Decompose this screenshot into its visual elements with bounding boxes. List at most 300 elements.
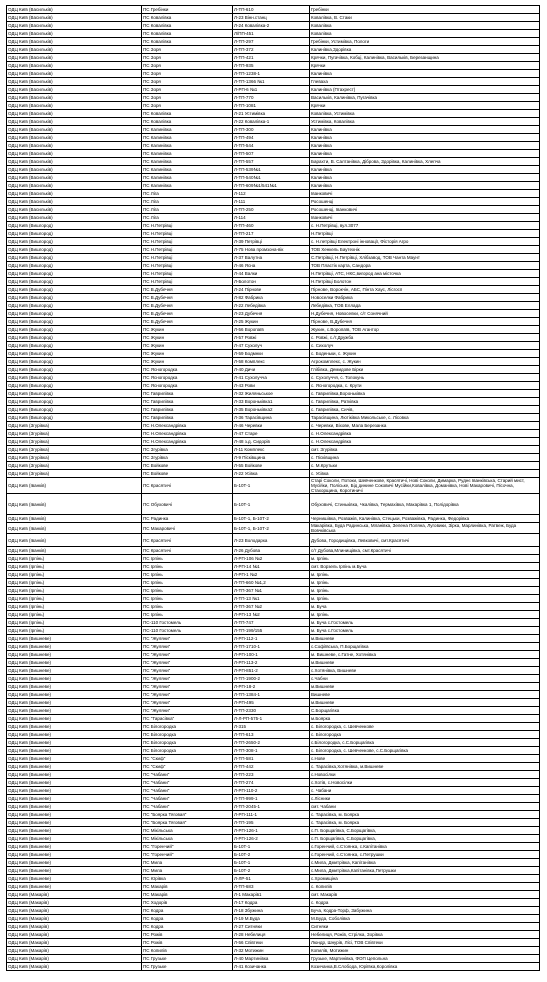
cell-district: ОДЦ Київ (Вишневе): [7, 819, 142, 827]
cell-district: ОДЦ Київ (Вишгород): [7, 398, 142, 406]
cell-substation: ПС Кодра: [142, 923, 233, 931]
cell-district: ОДЦ Київ (Вишневе): [7, 747, 142, 755]
cell-district: ОДЦ Київ (Згурівка): [7, 422, 142, 430]
cell-line: Б-10Т-2: [233, 851, 310, 859]
cell-line: Л-1 Макарів1: [233, 891, 310, 899]
cell-line: Л-РП-14 №1: [233, 563, 310, 571]
cell-line: Л-ТП-610: [233, 6, 310, 14]
cell-line: Л-ТП-581: [233, 755, 310, 763]
table-row: [7, 691, 540, 699]
cell-district: ОДЦ Київ (Макарів): [7, 963, 142, 971]
cell-settlements: Росошенці, Іванковичі: [310, 206, 540, 214]
cell-district: ОДЦ Київ (Васильків): [7, 6, 142, 14]
cell-substation: ПС Рожів: [142, 939, 233, 947]
table-row: [7, 54, 540, 62]
cell-line: Л-ТП-999-1: [233, 795, 310, 803]
cell-line: Л-55 Войкове: [233, 462, 310, 470]
cell-district: ОДЦ Київ (Вишгород): [7, 270, 142, 278]
table-row: [7, 214, 540, 222]
cell-substation: ПС Кодра: [142, 907, 233, 915]
cell-district: ОДЦ Київ (Вишгород): [7, 358, 142, 366]
cell-substation: ПС Ірпінь: [142, 555, 233, 563]
cell-line: Л-41 Козичанка: [233, 963, 310, 971]
cell-substation: ПС Макаровичі: [142, 523, 233, 534]
cell-line: Л-Болотон: [233, 278, 310, 286]
cell-settlements: Дубова, Городищівка, Левковичі, смт.Красятичі: [310, 534, 540, 547]
table-row: [7, 534, 540, 547]
table-row: [7, 803, 540, 811]
cell-settlements: с.Хотів, с.Новосілки: [310, 779, 540, 787]
outage-table: [6, 5, 540, 971]
cell-line: Л-23 Дубечня: [233, 310, 310, 318]
table-row: [7, 579, 540, 587]
cell-settlements: Іванковичі: [310, 214, 540, 222]
cell-line: Л-37 Валутна: [233, 254, 310, 262]
cell-district: ОДЦ Київ (Вишневе): [7, 635, 142, 643]
cell-settlements: с.Новосілки: [310, 771, 540, 779]
cell-substation: ПС Копилів: [142, 947, 233, 955]
cell-settlements: С.Петрівці, Н.Петрівці, Хлібзавод, ТОВ Чанта Маунт: [310, 254, 540, 262]
cell-line: Л-23 Вінн.станц: [233, 14, 310, 22]
cell-substation: ПС Грузьке: [142, 955, 233, 963]
cell-substation: ПС "Чабани": [142, 771, 233, 779]
cell-substation: ПС Гаврилівка: [142, 398, 233, 406]
cell-settlements: Барахти, В. Салтанівка, Діброва, Здорівка, Калинівка, Хлепча: [310, 158, 540, 166]
cell-district: ОДЦ Київ (Вишневе): [7, 867, 142, 875]
table-row: [7, 230, 540, 238]
cell-settlements: м. Буча: [310, 603, 540, 611]
cell-settlements: с.Мила, Дмитрівка, Капітанівка: [310, 859, 540, 867]
table-row: [7, 406, 540, 414]
cell-substation: ПС "Горенчий": [142, 851, 233, 859]
cell-line: Л-ТП-660 №1,2: [233, 579, 310, 587]
table-row: [7, 158, 540, 166]
cell-district: ОДЦ Київ (Вишгород): [7, 350, 142, 358]
cell-substation: ПС "Жуляни": [142, 683, 233, 691]
cell-settlements: с. Сихолуч: [310, 342, 540, 350]
cell-substation: ПС "Жуляни": [142, 675, 233, 683]
table-row: [7, 38, 540, 46]
cell-substation: ПС Мікільська: [142, 835, 233, 843]
cell-line: Л-ТП-442: [233, 763, 310, 771]
cell-district: ОДЦ Київ (Вишгород): [7, 262, 142, 270]
cell-settlements: Глевахa: [310, 78, 540, 86]
cell-settlements: Н.Петрівці: [310, 230, 540, 238]
cell-settlements: с. Гаврилівка,Вороньківка: [310, 390, 540, 398]
table-row: [7, 859, 540, 867]
table-row: [7, 478, 540, 494]
cell-line: Л-ТП-1384-1: [233, 691, 310, 699]
cell-line: Л-40 Дичи: [233, 366, 310, 374]
table-row: [7, 563, 540, 571]
cell-district: ОДЦ Київ (Іванків): [7, 523, 142, 534]
cell-line: Л-ТП-367 №2: [233, 603, 310, 611]
cell-settlements: Калинівка: [310, 166, 540, 174]
cell-settlements: Калинівка: [310, 150, 540, 158]
cell-district: ОДЦ Київ (Вишневе): [7, 803, 142, 811]
cell-settlements: Ковалівка, В. Стаки: [310, 14, 540, 22]
cell-district: ОДЦ Київ (Макарів): [7, 907, 142, 915]
cell-district: ОДЦ Київ (Згурівка): [7, 462, 142, 470]
table-row: [7, 70, 540, 78]
cell-line: Л-46 Ясна: [233, 262, 310, 270]
cell-settlements: Тарасівщина, Лютіківка Микольське, с. Лісовка: [310, 414, 540, 422]
cell-settlements: Крячки: [310, 62, 540, 70]
table-row: [7, 278, 540, 286]
cell-line: Л-РП-126-2: [233, 835, 310, 843]
table-row: [7, 627, 540, 635]
table-row: [7, 102, 540, 110]
cell-line: Л-32 Жиляньськое: [233, 390, 310, 398]
table-row: [7, 470, 540, 478]
cell-line: Л-ТП-613: [233, 731, 310, 739]
table-row: [7, 326, 540, 334]
cell-line: Л-ТП-223: [233, 771, 310, 779]
cell-substation: ПС-110 Гостомель: [142, 627, 233, 635]
cell-substation: ПС Ясногородка: [142, 366, 233, 374]
cell-line: Л-ТП-308-1: [233, 747, 310, 755]
cell-district: ОДЦ Київ (Вишгород): [7, 406, 142, 414]
cell-line: Л-ТП-609№1/541№1: [233, 182, 310, 190]
cell-line: Л-ТП-1900-2: [233, 675, 310, 683]
cell-line: Б-10Т-1: [233, 843, 310, 851]
cell-settlements: Новоселки Фабрика: [310, 294, 540, 302]
cell-substation: ПС Білогородка: [142, 739, 233, 747]
cell-settlements: Калинівка: [310, 174, 540, 182]
cell-line: Л-44 Валки: [233, 270, 310, 278]
table-row: [7, 150, 540, 158]
cell-line: Л-ТП-544: [233, 142, 310, 150]
cell-line: Л-315: [233, 723, 310, 731]
cell-line: Л-82 Фабрика: [233, 294, 310, 302]
cell-district: ОДЦ Київ (Васильків): [7, 214, 142, 222]
cell-settlements: Ковалівка: [310, 22, 540, 30]
cell-district: ОДЦ Київ (Макарів): [7, 923, 142, 931]
cell-district: ОДЦ Київ (Макарів): [7, 899, 142, 907]
cell-settlements: с. Н.Олександрівка: [310, 438, 540, 446]
cell-settlements: с. Тарасівка, м. Боярка: [310, 819, 540, 827]
table-row: [7, 883, 540, 891]
cell-district: ОДЦ Київ (Вишневе): [7, 755, 142, 763]
cell-line: Л-23 Володарка: [233, 534, 310, 547]
table-row: [7, 126, 540, 134]
cell-district: ОДЦ Київ (Ірпінь): [7, 595, 142, 603]
table-row: [7, 515, 540, 523]
table-row: [7, 14, 540, 22]
cell-substation: ПС Гребінки: [142, 6, 233, 14]
cell-substation: ПС Грузьке: [142, 963, 233, 971]
table-row: [7, 206, 540, 214]
cell-settlements: с. Кодра: [310, 899, 540, 907]
cell-substation: ПС "Жуляни": [142, 635, 233, 643]
cell-settlements: с.Хотянівка, Вишневе: [310, 667, 540, 675]
table-row: [7, 110, 540, 118]
cell-settlements: с.Горенчий, с.Стоянка, с.Капітанівка: [310, 843, 540, 851]
cell-line: Л-22 Усівка: [233, 470, 310, 478]
cell-settlements: Н.Дубечня, Новоселки, с/т Сонячний: [310, 310, 540, 318]
cell-settlements: С.Борщагівка: [310, 707, 540, 715]
cell-substation: ПС В.Дубечня: [142, 318, 233, 326]
table-row: [7, 22, 540, 30]
cell-district: ОДЦ Київ (Іванків): [7, 547, 142, 555]
cell-settlements: Ковалівка, Устимівка: [310, 110, 540, 118]
table-row: [7, 302, 540, 310]
cell-settlements: с.Горенчий, с.Стоянка, с.Петрушки: [310, 851, 540, 859]
cell-settlements: м.Вишневе: [310, 699, 540, 707]
cell-settlements: смт. Згурівка: [310, 446, 540, 454]
table-row: [7, 78, 540, 86]
cell-substation: ПС Зоря: [142, 102, 233, 110]
cell-settlements: м. Ірпінь: [310, 571, 540, 579]
cell-line: Л-ТП-250: [233, 206, 310, 214]
table-row: [7, 931, 540, 939]
cell-district: ОДЦ Київ (Вишневе): [7, 667, 142, 675]
cell-line: Л-ТП-1081: [233, 102, 310, 110]
cell-district: ОДЦ Київ (Згурівка): [7, 470, 142, 478]
cell-settlements: с. Білогородка, с. Шевченкове, с.С.Борщагівка: [310, 747, 540, 755]
table-row: [7, 438, 540, 446]
cell-line: Л-РП-851-2: [233, 667, 310, 675]
cell-district: ОДЦ Київ (Ірпінь): [7, 579, 142, 587]
cell-line: Б-10Т-1: [233, 478, 310, 494]
cell-settlements: Калинівка: [310, 142, 540, 150]
cell-line: Л-РП-106 №2: [233, 555, 310, 563]
cell-settlements: Вишневе: [310, 691, 540, 699]
cell-line: Л-19 М.Буда: [233, 915, 310, 923]
cell-line: Л-РП-126-1: [233, 827, 310, 835]
cell-substation: ПС Калинівка: [142, 126, 233, 134]
cell-district: ОДЦ Київ (Васильків): [7, 182, 142, 190]
cell-substation: ПС "Боярка Тяговая": [142, 811, 233, 819]
cell-line: Л-41 Сухолучча: [233, 374, 310, 382]
cell-district: ОДЦ Київ (Васильків): [7, 206, 142, 214]
table-row: [7, 30, 540, 38]
cell-line: Л-ТП-2045-1: [233, 803, 310, 811]
cell-line: Л-35 Вороньківка2: [233, 406, 310, 414]
cell-line: Л-21 Устимівка: [233, 110, 310, 118]
table-row: [7, 587, 540, 595]
table-row: [7, 683, 540, 691]
cell-district: ОДЦ Київ (Васильків): [7, 126, 142, 134]
cell-district: ОДЦ Київ (Ірпінь): [7, 555, 142, 563]
table-row: [7, 739, 540, 747]
cell-settlements: Старі Соколи, Потоки, Шевченкове, Красятичі, Нові Соколи, Димарка, Руднє Іванківська, Старий мист, Мусійки, Поліське, Бід динине Соковичі Мусійки,Ковалівка, Доманівка, Нові Макаровичі, Пісочна, Стахорщина, Коротиничі: [310, 478, 540, 494]
cell-district: ОДЦ Київ (Вишневе): [7, 811, 142, 819]
cell-line: Б-10Т-1: [233, 859, 310, 867]
table-row: [7, 198, 540, 206]
cell-settlements: с. Боденьки, с. Жукин: [310, 350, 540, 358]
cell-settlements: м. Буча с.Гостомель: [310, 627, 540, 635]
cell-settlements: с. Білогородка, с. Шевченкове: [310, 723, 540, 731]
cell-district: ОДЦ Київ (Васильків): [7, 134, 142, 142]
cell-district: ОДЦ Київ (Вишневе): [7, 659, 142, 667]
cell-substation: ПС "Чабани": [142, 803, 233, 811]
cell-line: Л-56 Воропаїв: [233, 326, 310, 334]
cell-line: Л-9 Пісківщина: [233, 454, 310, 462]
cell-district: ОДЦ Київ (Васильків): [7, 22, 142, 30]
cell-district: ОДЦ Київ (Вишневе): [7, 763, 142, 771]
cell-substation: ПС Красятичі: [142, 547, 233, 555]
cell-substation: ПС Ковалівка: [142, 118, 233, 126]
cell-substation: ПС В.Дубечня: [142, 302, 233, 310]
cell-district: ОДЦ Київ (Вишневе): [7, 771, 142, 779]
cell-district: ОДЦ Київ (Згурівка): [7, 430, 142, 438]
cell-substation: ПС Ірпінь: [142, 595, 233, 603]
table-row: [7, 843, 540, 851]
cell-settlements: с. Гаврилівка, Сичів,: [310, 406, 540, 414]
cell-settlements: Крячки, Пугачівка, Кобці, Калинівка, Васильків, Березанщина: [310, 54, 540, 62]
cell-district: ОДЦ Київ (Вишневе): [7, 739, 142, 747]
cell-settlements: ТОВ Хенкель Баутехнік: [310, 246, 540, 254]
cell-settlements: Росошенці: [310, 198, 540, 206]
cell-settlements: ТОВ Пластік карта, Сандора: [310, 262, 540, 270]
cell-settlements: смт. Ворзель Ірпінь м.Буча: [310, 563, 540, 571]
cell-line: Л-112: [233, 190, 310, 198]
cell-district: ОДЦ Київ (Ірпінь): [7, 563, 142, 571]
cell-settlements: Калинівка (Птахрест): [310, 86, 540, 94]
table-row: [7, 795, 540, 803]
cell-settlements: Грузьке, Мартинівка, ФОП Цепольна: [310, 955, 540, 963]
cell-substation: ПС Ірпінь: [142, 587, 233, 595]
cell-settlements: м. Вишневе, с.Гатне, Хотянівка: [310, 651, 540, 659]
cell-district: ОДЦ Київ (Васильків): [7, 30, 142, 38]
cell-settlements: Агрокомплекс, с. Жукин: [310, 358, 540, 366]
cell-line: Л-75 Нова промзона-вік: [233, 246, 310, 254]
table-row: [7, 915, 540, 923]
cell-district: ОДЦ Київ (Вишгород): [7, 326, 142, 334]
cell-substation: ПС Обуховичі: [142, 494, 233, 515]
cell-substation: ПС В.Дубечня: [142, 310, 233, 318]
cell-substation: ПС Згурівка: [142, 446, 233, 454]
cell-line: Л-РП-100-1: [233, 651, 310, 659]
cell-substation: ПС Зоря: [142, 46, 233, 54]
cell-settlements: с. Чабани: [310, 787, 540, 795]
cell-line: Л-36 Тарасівщина: [233, 414, 310, 422]
cell-settlements: Пірнове, В.Дубечня: [310, 318, 540, 326]
cell-settlements: Калинівка: [310, 182, 540, 190]
cell-substation: ПС Калинівка: [142, 142, 233, 150]
table-row: [7, 779, 540, 787]
table-row: [7, 6, 540, 14]
cell-district: ОДЦ Київ (Вишневе): [7, 731, 142, 739]
cell-settlements: смт. Чабани: [310, 803, 540, 811]
cell-substation: ПС "Жуляни": [142, 691, 233, 699]
cell-line: Л-ТП-300: [233, 126, 310, 134]
cell-substation: ПС Н.Олександрівка: [142, 422, 233, 430]
cell-district: ОДЦ Київ (Вишневе): [7, 795, 142, 803]
cell-substation: ПС "Жуляни": [142, 707, 233, 715]
table-row: [7, 374, 540, 382]
cell-district: ОДЦ Київ (Вишневе): [7, 875, 142, 883]
cell-line: Л-ТП-2650-2: [233, 739, 310, 747]
table-row: [7, 262, 540, 270]
cell-district: ОДЦ Київ (Ірпінь): [7, 619, 142, 627]
cell-line: Л-РП-111-1: [233, 811, 310, 819]
cell-substation: ПС Жукин: [142, 342, 233, 350]
cell-substation: ПС Н.Петрівці: [142, 278, 233, 286]
cell-substation: ПС Макарів: [142, 883, 233, 891]
cell-district: ОДЦ Київ (Згурівка): [7, 438, 142, 446]
table-row: [7, 174, 540, 182]
cell-substation: ПС Н.Петрівці: [142, 238, 233, 246]
cell-substation: ПС Н.Петрівці: [142, 254, 233, 262]
table-row: [7, 555, 540, 563]
table-row: [7, 366, 540, 374]
cell-district: ОДЦ Київ (Вишгород): [7, 222, 142, 230]
cell-substation: ПС Калинівка: [142, 174, 233, 182]
cell-line: Л-ТП-539№1: [233, 166, 310, 174]
cell-settlements: Лебедівка, ТОВ Еллада: [310, 302, 540, 310]
cell-line: Л-РП-113-2: [233, 659, 310, 667]
cell-district: ОДЦ Київ (Васильків): [7, 150, 142, 158]
cell-settlements: с.Лісники: [310, 795, 540, 803]
cell-substation: ПС Згурівка: [142, 454, 233, 462]
cell-settlements: М.Буда, Соболівка: [310, 915, 540, 923]
table-row: [7, 643, 540, 651]
table-row: [7, 851, 540, 859]
cell-district: ОДЦ Київ (Вишгород): [7, 366, 142, 374]
cell-substation: ПС Ясногородка: [142, 382, 233, 390]
cell-substation: ПС Ковалівка: [142, 110, 233, 118]
cell-line: Л-11 Комплекс: [233, 446, 310, 454]
cell-substation: ПС "Жуляни": [142, 643, 233, 651]
cell-substation: ПС "Боярка Тяговая": [142, 819, 233, 827]
table-row: [7, 494, 540, 515]
cell-substation: ПС Гаврилівка: [142, 390, 233, 398]
cell-district: ОДЦ Київ (Іванків): [7, 494, 142, 515]
cell-district: ОДЦ Київ (Згурівка): [7, 454, 142, 462]
cell-line: Л-ТП-2330: [233, 707, 310, 715]
cell-substation: ПС Ірпінь: [142, 571, 233, 579]
cell-district: ОДЦ Київ (Васильків): [7, 198, 142, 206]
table-row: [7, 571, 540, 579]
cell-district: ОДЦ Київ (Вишгород): [7, 414, 142, 422]
cell-line: Л-ТП-1366 №1: [233, 78, 310, 86]
table-row: [7, 46, 540, 54]
cell-district: ОДЦ Київ (Вишневе): [7, 691, 142, 699]
cell-line: Л/ПП-451: [233, 30, 310, 38]
cell-district: ОДЦ Київ (Вишневе): [7, 779, 142, 787]
cell-district: ОДЦ Київ (Вишневе): [7, 699, 142, 707]
cell-district: ОДЦ Київ (Вишгород): [7, 302, 142, 310]
table-row: [7, 763, 540, 771]
cell-district: ОДЦ Київ (Вишгород): [7, 278, 142, 286]
cell-substation: ПС "Чабани": [142, 787, 233, 795]
cell-substation: ПС Ковалівка: [142, 38, 233, 46]
table-row: [7, 619, 540, 627]
cell-district: ОДЦ Київ (Макарів): [7, 931, 142, 939]
cell-line: Л-39 Петрівці: [233, 238, 310, 246]
table-row: [7, 923, 540, 931]
table-row: [7, 342, 540, 350]
cell-line: Л-48 з.д. Сидорів: [233, 438, 310, 446]
cell-district: ОДЦ Київ (Васильків): [7, 142, 142, 150]
cell-line: Л-114: [233, 214, 310, 222]
cell-district: ОДЦ Київ (Вишгород): [7, 246, 142, 254]
cell-line: Л-25 Жукин: [233, 318, 310, 326]
cell-settlements: с. Тарасівка,Хотянівка, м.Вишневе: [310, 763, 540, 771]
cell-line: Л-ТП-557: [233, 158, 310, 166]
table-row: [7, 318, 540, 326]
cell-district: ОДЦ Київ (Вишневе): [7, 715, 142, 723]
cell-substation: ПС Красятичі: [142, 478, 233, 494]
cell-substation: ПС Гаврилівка: [142, 414, 233, 422]
cell-settlements: Люндр, Шнурів, Лісі, ТОВ Співтеки: [310, 939, 540, 947]
cell-district: ОДЦ Київ (Вишгород): [7, 382, 142, 390]
table-row: [7, 939, 540, 947]
cell-settlements: с. Білогородка: [310, 731, 540, 739]
table-row: [7, 947, 540, 955]
